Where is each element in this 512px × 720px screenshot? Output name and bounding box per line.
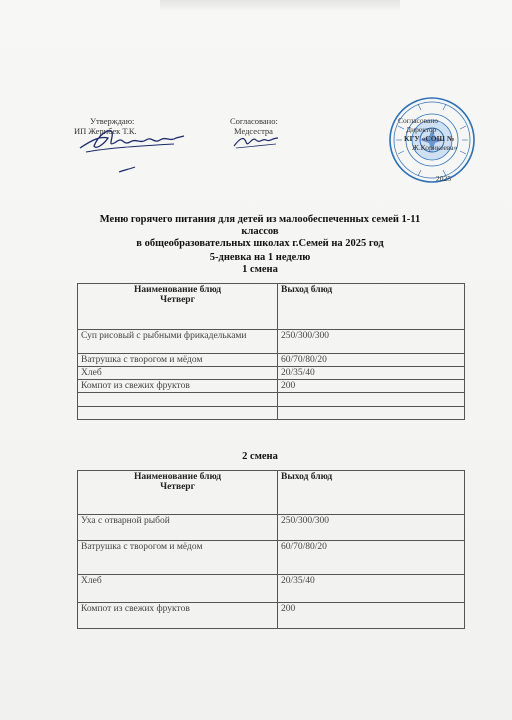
header-dish-name-label: Наименование блюд	[133, 285, 222, 295]
dish-output: 60/70/80/20	[278, 354, 465, 367]
signature-left	[78, 126, 188, 162]
dish-name: Компот из свежих фруктов	[78, 380, 278, 393]
table-row	[78, 575, 465, 603]
header-output: Выход блюд	[278, 284, 465, 330]
dish-output: 20/35/40	[278, 367, 465, 380]
approval-left-name: ИП Жерибек Т.К.	[74, 126, 137, 136]
dish-output: 250/300/300	[278, 515, 465, 541]
dish-output: 200	[278, 380, 465, 393]
approval-right-line5: 2025	[436, 174, 451, 183]
table-row	[78, 541, 465, 575]
header-day-label: Четверг	[160, 295, 195, 305]
title-line-4: 5-дневка на 1 неделю	[209, 252, 311, 263]
dish-name	[78, 393, 278, 407]
header-day-label: Четверг	[160, 482, 195, 492]
table-row	[78, 393, 465, 407]
dish-name: Хлеб	[78, 575, 278, 603]
menu-table-shift-2	[77, 470, 465, 629]
header-output: Выход блюд	[278, 471, 465, 515]
title-line-1: Меню горячего питания для детей из малообеспеченных семей 1-11	[99, 214, 421, 225]
table-header-row	[78, 284, 465, 330]
signature-middle	[232, 132, 282, 154]
dish-name: Уха с отварной рыбой	[78, 515, 278, 541]
dish-output	[278, 393, 465, 407]
approval-middle-label: Согласовано:	[230, 116, 278, 126]
dish-output: 20/35/40	[278, 575, 465, 603]
shift-1-title: 1 смена	[242, 264, 278, 275]
dish-output	[278, 407, 465, 420]
header-dish-name	[78, 471, 278, 515]
title-line-3: в общеобразовательных школах г.Семей на 2025 год	[136, 238, 384, 249]
scan-artifact	[160, 0, 400, 10]
shift-2-title: 2 смена	[242, 451, 278, 462]
approval-right-line3: КГУ «СОШ №	[404, 134, 455, 143]
menu-table-shift-1	[77, 283, 465, 420]
approval-middle-name: Медсестра	[234, 126, 273, 136]
dish-output: 200	[278, 603, 465, 629]
dish-name	[78, 407, 278, 420]
approval-right-label: Согласовано	[398, 116, 439, 125]
header-dish-name-label: Наименование блюд	[133, 472, 222, 482]
table-row	[78, 330, 465, 354]
table-row	[78, 380, 465, 393]
dish-name: Суп рисовый с рыбными фрикадельками	[78, 330, 278, 354]
dish-name: Ватрушка с творогом и мёдом	[78, 541, 278, 575]
table-row	[78, 515, 465, 541]
dish-name: Хлеб	[78, 367, 278, 380]
approval-right-line4: Ж.Корикеева»	[412, 143, 458, 152]
dish-name: Компот из свежих фруктов	[78, 603, 278, 629]
signature-mark	[118, 166, 136, 174]
table-row	[78, 354, 465, 367]
title-line-2: классов	[241, 226, 279, 237]
table-row	[78, 367, 465, 380]
header-dish-name	[78, 284, 278, 330]
dish-output: 60/70/80/20	[278, 541, 465, 575]
table-header-row	[78, 471, 465, 515]
approval-left-label: Утверждаю:	[90, 116, 135, 126]
table-row	[78, 407, 465, 420]
dish-output: 250/300/300	[278, 330, 465, 354]
table-row	[78, 603, 465, 629]
approval-right	[398, 116, 457, 183]
approval-right-line2: Директор	[406, 125, 437, 134]
dish-name: Ватрушка с творогом и мёдом	[78, 354, 278, 367]
